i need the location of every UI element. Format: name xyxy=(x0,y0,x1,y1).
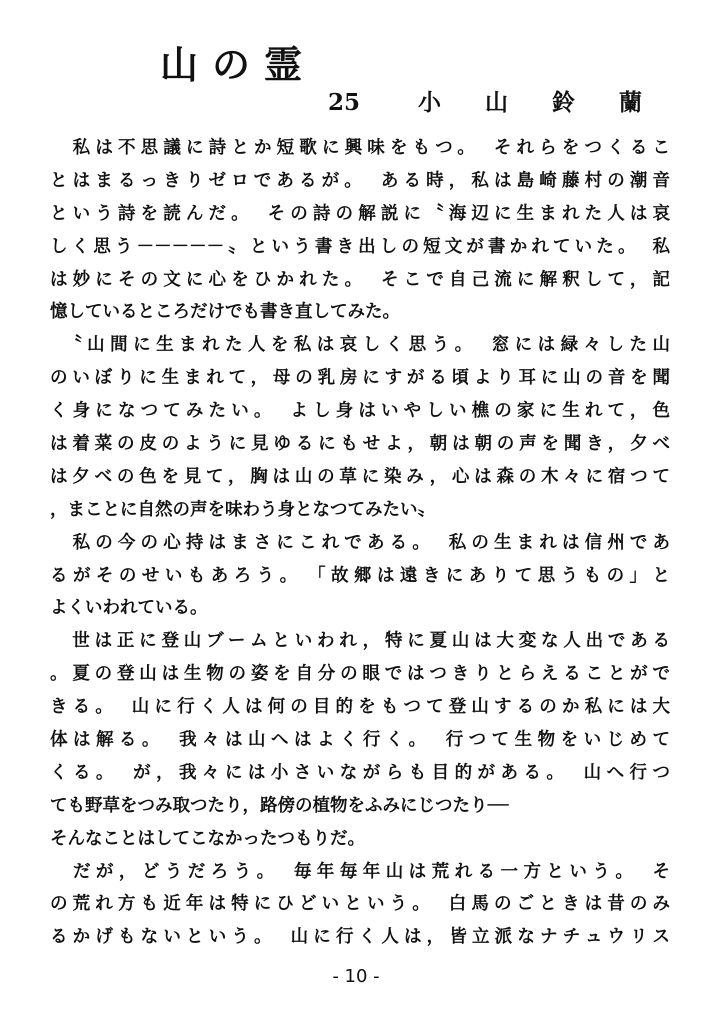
text-line: 〝山間に生まれた人を私は哀しく思う。 窓には緑々した山 xyxy=(50,335,670,356)
text-line: るかげもないという。 山に行く人は，皆立派なナチュウリス xyxy=(50,927,670,948)
text-line: という詩を読んだ。 その詩の解説に〝海辺に生まれた人は哀 xyxy=(50,203,670,224)
text-line: 私の今の心持はまさにこれである。 私の生まれは信州であ xyxy=(50,532,670,553)
text-line: は夕べの色を見て，胸は山の草に染み，心は森の木々に宿つて xyxy=(50,466,670,487)
text-line: は妙にその文に心をひかれた。 そこで自己流に解釈して，記 xyxy=(50,269,670,290)
text-line: ても野草をつみ取つたり，路傍の植物をふみにじつたり── xyxy=(50,795,509,816)
text-line: だが，どうだろう。 毎年毎年山は荒れる一方という。 そ xyxy=(50,861,670,882)
byline xyxy=(328,84,686,117)
text-line: ，まことに自然の声を味わう身となつてみたい〟 xyxy=(50,499,435,520)
text-line: のいぼりに生まれて，母の乳房にすがる頃より耳に山の音を聞 xyxy=(50,368,670,389)
essay-body xyxy=(50,132,670,954)
text-line: 憶しているところだけでも書き直してみた。 xyxy=(50,302,400,323)
page-number: - 10 - xyxy=(332,966,380,987)
text-line: 世は正に登山ブームといわれ，特に夏山は大変な人出である xyxy=(50,631,670,652)
text-line: とはまるっきりゼロであるが。 ある時，私は島崎藤村の潮音 xyxy=(50,170,670,191)
author-name: 小山鈴蘭 xyxy=(418,89,687,116)
text-line: の荒れ方も近年は特にひどいという。 白馬のごときは昔のみ xyxy=(50,894,670,915)
text-line: く身になつてみたい。 よし身はいやしい樵の家に生れて，色 xyxy=(50,401,670,422)
text-line: は着菜の皮のように見ゆるにもせよ，朝は朝の声を聞き，夕べ xyxy=(50,434,670,455)
text-line: そんなことはしてこなかったつもりだ。 xyxy=(50,828,365,849)
text-line: しく思う－－－－－〟という書き出しの短文が書かれていた。 私 xyxy=(50,236,670,257)
text-line: きる。 山に行く人は何の目的をもつて登山するのか私には大 xyxy=(50,697,670,718)
text-line: くる。 が，我々には小さいながらも目的がある。 山へ行つ xyxy=(50,762,670,783)
author-number: 25 xyxy=(328,89,361,116)
page-title: 山の霊 xyxy=(160,42,317,87)
text-line: るがそのせいもあろう。 「故郷は遠きにありて思うもの」と xyxy=(50,565,670,586)
text-line: 。夏の登山は生物の姿を自分の眼ではつきりとらえることがで xyxy=(50,664,670,685)
text-line: 体は解る。 我々は山へはよく行く。 行つて生物をいじめて xyxy=(50,730,670,751)
text-line: 私は不思議に詩とか短歌に興味をもつ。 それらをつくるこ xyxy=(50,138,670,158)
text-line: よくいわれている。 xyxy=(50,598,208,619)
